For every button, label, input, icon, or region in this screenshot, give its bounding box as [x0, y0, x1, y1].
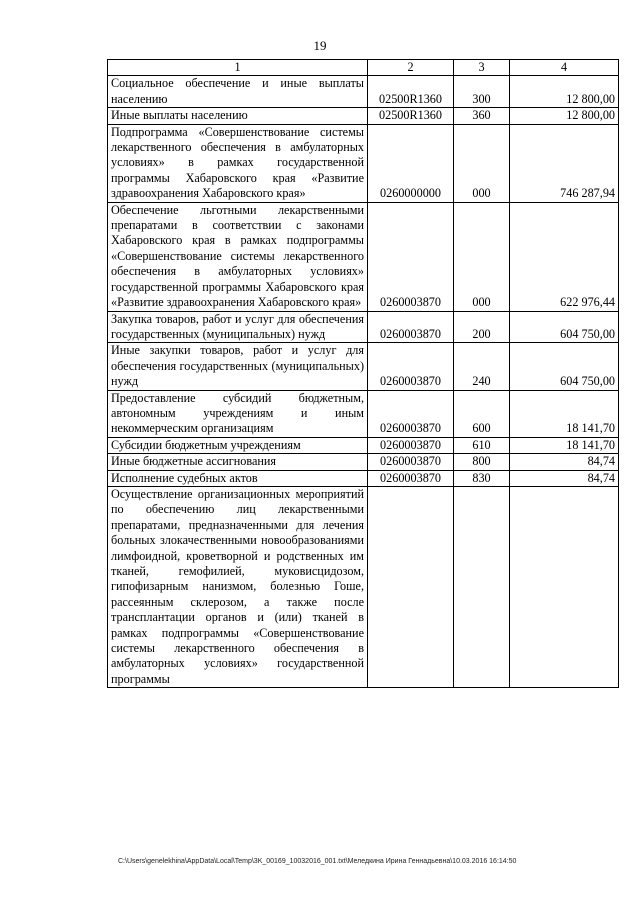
row-sum: 18 141,70 — [510, 390, 619, 437]
table-row — [108, 76, 619, 108]
row-name: Обеспечение льготными лекарственными препаратами в соответствии с законами Хабаровского края в рамках подпрограммы «Совершенствование системы лекарственного обеспечения в амбулаторных условиях» государственной программы Хабаровского края «Развитие здравоохранения Хабаровского края» — [108, 202, 368, 311]
row-sum: 18 141,70 — [510, 437, 619, 453]
row-type: 830 — [454, 470, 510, 486]
row-name: Осуществление организационных мероприятий по обеспечению лиц лекарственными препаратами, предназначенными для лечения больных злокачественными новообразованиями лимфоидной, кроветворной и родственных им тканей, гемофилией, муковисцидозом, гипофизарным нанизмом, болезнью Гоше, рассеянным склерозом, а также после трансплантации органов и (или) тканей в рамках подпрограммы «Совершенствование системы лекарственного обеспечения в амбулаторных условиях» государственной программы — [108, 486, 368, 687]
table-row — [108, 486, 619, 687]
row-sum: 604 750,00 — [510, 343, 619, 390]
row-sum — [510, 486, 619, 687]
row-type: 610 — [454, 437, 510, 453]
row-code: 0260003870 — [368, 454, 454, 470]
table-row — [108, 108, 619, 124]
row-name: Исполнение судебных актов — [108, 470, 368, 486]
row-type: 800 — [454, 454, 510, 470]
row-code — [368, 486, 454, 687]
table-row — [108, 437, 619, 453]
row-sum: 622 976,44 — [510, 202, 619, 311]
row-code: 02500R1360 — [368, 76, 454, 108]
row-sum: 12 800,00 — [510, 108, 619, 124]
row-sum: 12 800,00 — [510, 76, 619, 108]
row-type: 240 — [454, 343, 510, 390]
table-row — [108, 124, 619, 202]
column-header-name: 1 — [108, 60, 368, 76]
row-name: Иные бюджетные ассигнования — [108, 454, 368, 470]
column-header-type: 3 — [454, 60, 510, 76]
table-row — [108, 311, 619, 343]
row-type: 000 — [454, 202, 510, 311]
row-code: 0260003870 — [368, 437, 454, 453]
row-code: 0260003870 — [368, 470, 454, 486]
row-code: 0260003870 — [368, 202, 454, 311]
row-name: Субсидии бюджетным учреждениям — [108, 437, 368, 453]
row-name: Иные закупки товаров, работ и услуг для обеспечения государственных (муниципальных) нужд — [108, 343, 368, 390]
table-row — [108, 390, 619, 437]
footer-file-path: C:\Users\genelekhina\AppData\Local\Temp\3K_00169_10032016_001.txt\Меледкина Ирина Геннадьевна\10.03.2016 16:14:50 — [118, 858, 517, 865]
row-sum: 84,74 — [510, 454, 619, 470]
row-code: 0260003870 — [368, 390, 454, 437]
row-code: 0260003870 — [368, 311, 454, 343]
table-row — [108, 470, 619, 486]
row-type: 360 — [454, 108, 510, 124]
table-row — [108, 454, 619, 470]
table-header-row — [108, 60, 619, 76]
row-name: Предоставление субсидий бюджетным, автономным учреждениям и иным некоммерческим организациям — [108, 390, 368, 437]
row-sum: 84,74 — [510, 470, 619, 486]
column-header-code: 2 — [368, 60, 454, 76]
row-name: Закупка товаров, работ и услуг для обеспечения государственных (муниципальных) нужд — [108, 311, 368, 343]
row-code: 0260003870 — [368, 343, 454, 390]
table-row — [108, 343, 619, 390]
row-code: 0260000000 — [368, 124, 454, 202]
row-type: 200 — [454, 311, 510, 343]
row-sum: 746 287,94 — [510, 124, 619, 202]
table-row — [108, 202, 619, 311]
page-number: 19 — [313, 38, 327, 53]
row-sum: 604 750,00 — [510, 311, 619, 343]
row-type: 300 — [454, 76, 510, 108]
row-code: 02500R1360 — [368, 108, 454, 124]
row-name: Подпрограмма «Совершенствование системы лекарственного обеспечения в амбулаторных условиях» в рамках государственной программы Хабаровского края «Развитие здравоохранения Хабаровского края» — [108, 124, 368, 202]
row-type: 600 — [454, 390, 510, 437]
row-type: 000 — [454, 124, 510, 202]
row-name: Социальное обеспечение и иные выплаты населению — [108, 76, 368, 108]
column-header-sum: 4 — [510, 60, 619, 76]
budget-table — [107, 59, 619, 688]
row-name: Иные выплаты населению — [108, 108, 368, 124]
row-type — [454, 486, 510, 687]
